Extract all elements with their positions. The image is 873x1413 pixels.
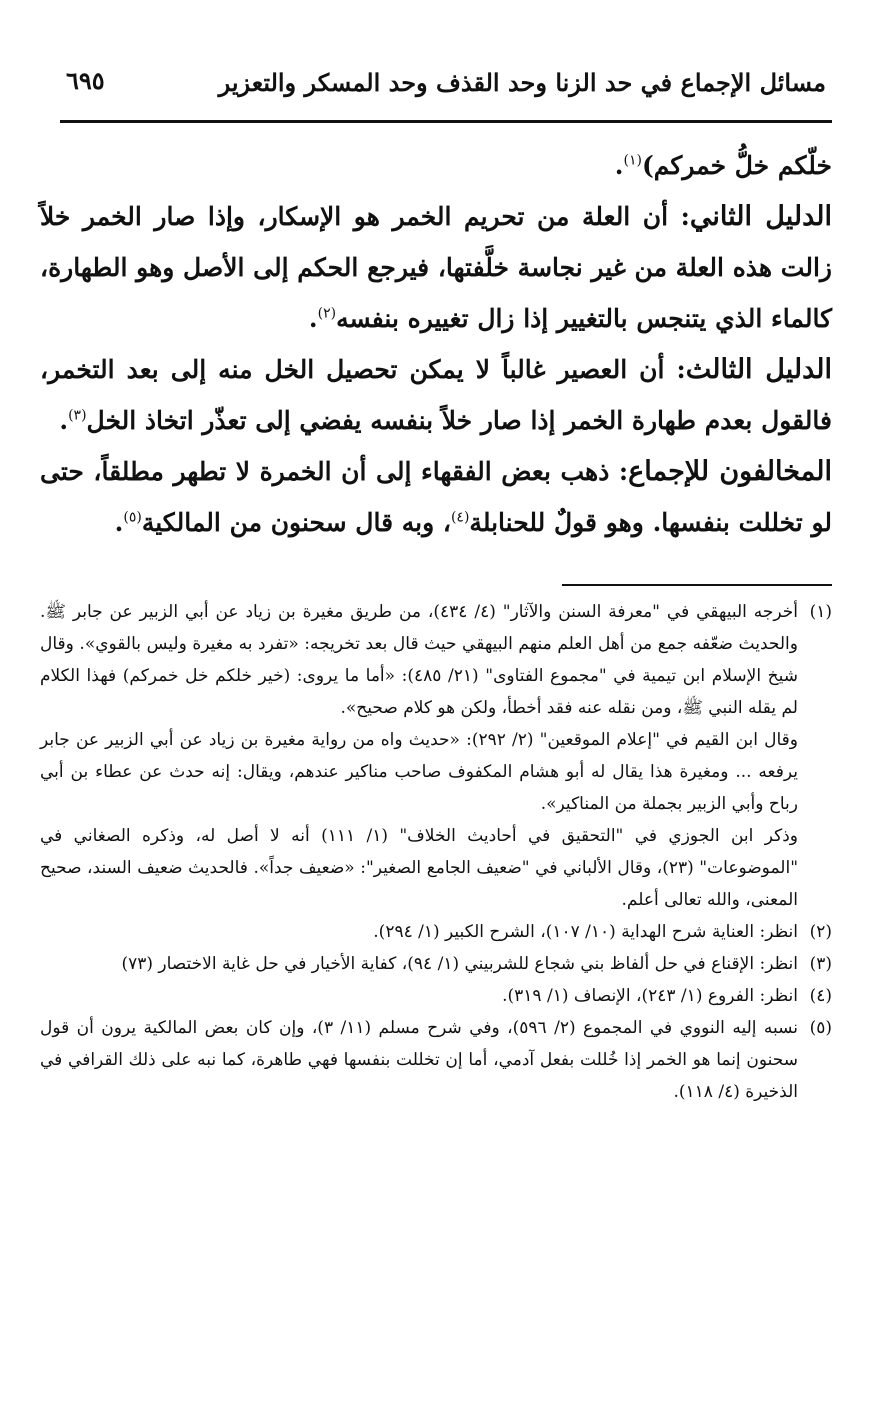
paragraph-text: : أن العصير غالباً لا يمكن تحصيل الخل منه إلى بعد التخمر، فالقول بعدم طهارة الخمر إذا صار خلاً بنفسه يفضي إلى تعذّر اتخاذ الخل xyxy=(40,355,832,435)
footnote-divider xyxy=(562,584,832,586)
footnote-paragraph: وقال ابن القيم في "إعلام الموقعين" (٢/ ٢٩٢): «حديث واه من رواية مغيرة بن زياد عن أبي الزبير عن جابر يرفعه ... ومغيرة هذا يقال له أبو هشام المكفوف صاحب مناكير عندهم، ويقال: إنه حدث عن عطاء بن أبي رباح وأبي الزبير بجملة من المناكير». xyxy=(40,730,798,814)
running-title: مسائل الإجماع في حد الزنا وحد القذف وحد المسكر والتعزير xyxy=(218,68,826,97)
footnote-number: (٥) xyxy=(809,1018,832,1038)
footnote-paragraph: نسبه إليه النووي في المجموع (٢/ ٥٩٦)، وفي شرح مسلم (١١/ ٣)، وإن كان بعض المالكية يرون أن قول سحنون إنما هو الخمر إذا خُللت بفعل آدمي، أما إن تخللت بنفسها فهي طاهرة، كما نبه على ذلك القرافي في الذخيرة (٤/ ١١٨). xyxy=(40,1018,799,1102)
footnote-ref-2[interactable]: (٢) xyxy=(317,305,337,322)
footnote-ref-5[interactable]: (٥) xyxy=(123,509,142,526)
paragraph-text: خلّكم خلُّ خمركم) xyxy=(641,151,832,180)
page-number: ٦٩٥ xyxy=(66,66,105,95)
footnote-paragraph: انظر: الإقناع في حل ألفاظ بني شجاع للشربيني (١/ ٩٤)، كفاية الأخيار في حل غاية الاختصار (٧٣) xyxy=(121,954,798,974)
footnote-3 xyxy=(40,948,832,980)
footnote-number: (١) xyxy=(809,602,832,622)
page xyxy=(40,0,832,1413)
footnote-text xyxy=(40,916,798,948)
footnote-paragraph: انظر: الفروع (١/ ٢٤٣)، الإنصاف (١/ ٣١٩). xyxy=(502,986,798,1006)
paragraph-text: ، وبه قال سحنون من المالكية xyxy=(141,508,451,537)
paragraph-third-evidence xyxy=(40,344,832,446)
footnote-paragraph: أخرجه البيهقي في "معرفة السنن والآثار" (٤/ ٤٣٤)، من طريق مغيرة بن زياد عن أبي الزبير عن جابر ﷺ. والحديث ضعّفه جمع من أهل العلم منهم البيهقي حيث قال بعد تخريجه: «تفرد به مغيرة وليس بالقوي». وقال شيخ الإسلام ابن تيمية في "مجموع الفتاوى" (٢١/ ٤٨٥): «أما ما يروى: (خير خلكم خل خمركم) فهذا الكلام لم يقله النبي ﷺ، ومن نقله عنه فقد أخطأ، ولكن هو كلام صحيح». xyxy=(40,602,799,718)
paragraph-dissenters xyxy=(40,446,832,548)
footnote-paragraph: وذكر ابن الجوزي في "التحقيق في أحاديث الخلاف" (١/ ١١١) أنه لا أصل له، وذكره الصغاني في "الموضوعات" (٢٣)، وقال الألباني في "ضعيف الجامع الصغير": «ضعيف جداً». فالحديث ضعيف السند، صحيح المعنى، والله تعالى أعلم. xyxy=(40,826,799,910)
footnote-1 xyxy=(40,596,832,916)
footnote-paragraph: انظر: العناية شرح الهداية (١٠/ ١٠٧)، الشرح الكبير (١/ ٢٩٤). xyxy=(373,922,798,942)
paragraph-hadith-end xyxy=(40,140,832,191)
footnote-2 xyxy=(40,916,832,948)
heading-third-evidence: الدليل الثالث xyxy=(685,354,832,385)
footnote-4 xyxy=(40,980,832,1012)
heading-second-evidence: الدليل الثاني xyxy=(689,201,832,232)
page-header xyxy=(40,62,832,106)
paragraph-text: : ذهب بعض الفقهاء إلى أن الخمرة لا تطهر مطلقاً، حتى لو تخللت بنفسها. وهو قولٌ للحنابلة xyxy=(40,457,832,537)
footnote-ref-4[interactable]: (٤) xyxy=(450,509,470,526)
footnote-number: (٢) xyxy=(809,922,832,942)
paragraph-second-evidence xyxy=(40,191,832,344)
footnote-text xyxy=(40,596,798,916)
footnote-text xyxy=(40,1012,798,1108)
footnote-ref-3[interactable]: (٣) xyxy=(68,407,87,424)
footnote-ref-1[interactable]: (١) xyxy=(623,152,642,169)
footnote-5 xyxy=(40,1012,832,1108)
main-text xyxy=(40,140,832,548)
paragraph-end: . xyxy=(59,406,69,435)
paragraph-end: . xyxy=(614,151,624,180)
header-divider xyxy=(60,120,832,123)
footnote-number: (٤) xyxy=(809,986,832,1006)
paragraph-end: . xyxy=(308,304,318,333)
footnote-text xyxy=(40,948,798,980)
footnote-number: (٣) xyxy=(809,954,832,974)
footnotes xyxy=(40,596,832,1108)
paragraph-end: . xyxy=(114,508,124,537)
heading-dissenters: المخالفون للإجماع xyxy=(628,456,832,487)
footnote-text xyxy=(40,980,798,1012)
paragraph-text: : أن العلة من تحريم الخمر هو الإسكار، وإذا صار الخمر خلاً زالت هذه العلة من غير نجاسة خلَّفتها، فيرجع الحكم إلى الأصل وهو الطهارة، كالماء الذي يتنجس بالتغيير إذا زال تغييره بنفسه xyxy=(40,202,832,333)
